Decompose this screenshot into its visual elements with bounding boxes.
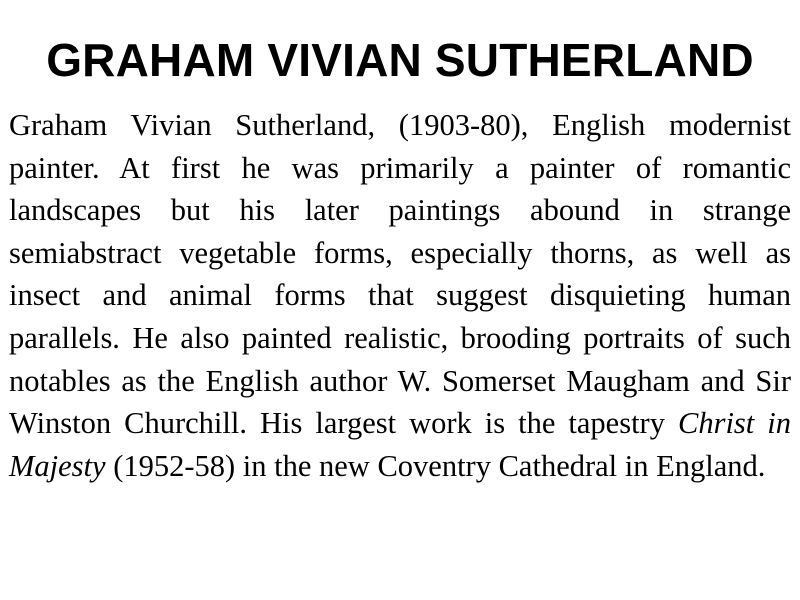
artwork-title: Christ in Majesty: [9, 406, 791, 483]
biography-paragraph: [9, 104, 791, 487]
page-title: GRAHAM VIVIAN SUTHERLAND: [46, 34, 754, 86]
biography-text-part-1: Graham Vivian Sutherland, (1903-80), English modernist painter. At first he was primarily a painter of romantic landscapes but his later paintings abound in strange semiabstract vegetable forms, especially thorns, as well as insect and animal forms that suggest disquieting human parallels. He also painted realistic, brooding portraits of such notables as the English author W. Somerset Maugham and Sir Winston Churchill. His largest work is the tapestry: [9, 108, 791, 441]
biography-text-part-2: (1952-58) in the new Coventry Cathedral in England.: [105, 448, 766, 483]
